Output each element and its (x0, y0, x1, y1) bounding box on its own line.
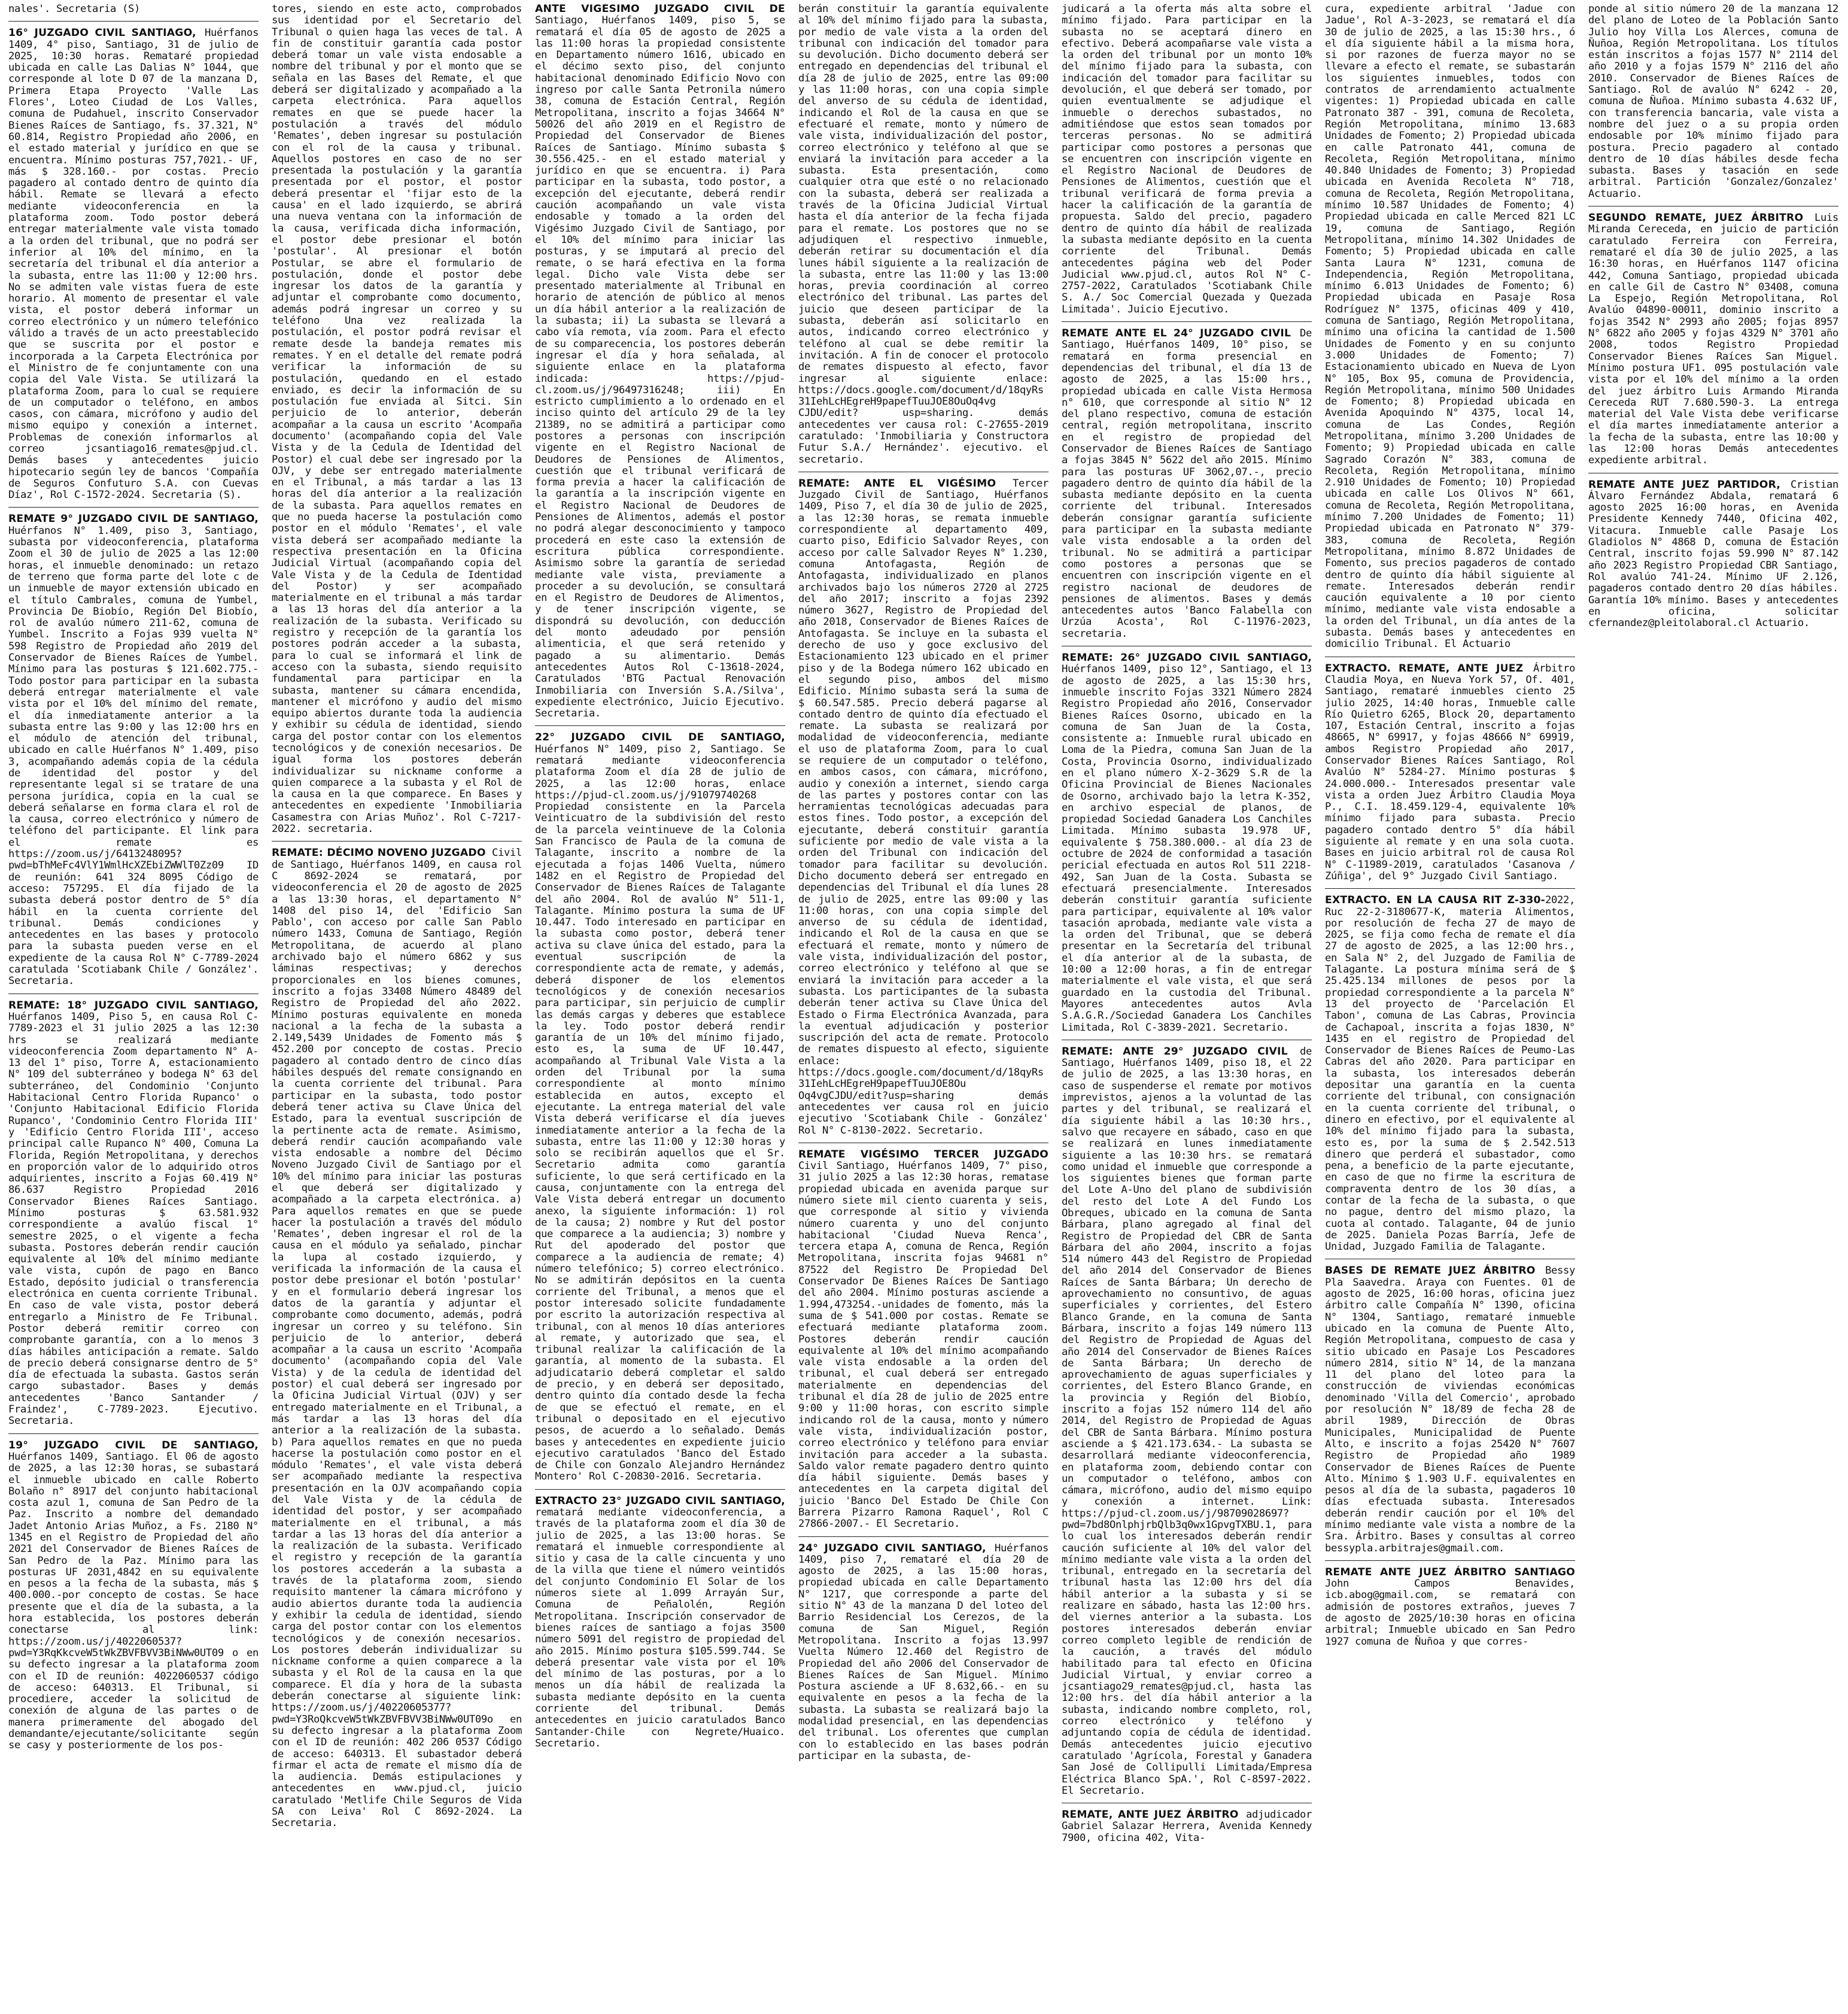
notice-body: ponde al sitio número 20 de la manzana 12 del plano de Loteo de la Población Santo Julio hoy Villa Los Alerces, comuna de Ñuñoa, Región Metropolitana. Los títulos están inscritos a fojas 1577 N° 2114 del año 2010 y a fojas 1579 N° 2116 del año 2010. Conservador de Bienes Raíces de Santiago. Rol de avalúo N° 6242 - 20, comuna de Ñuñoa. Mínimo subasta 4.632 UF, con transferencia bancaria, vale vista a nombre del juez o a su propia orden endosable por 10% mínimo fijado para postura. Precio pagadero al contado dentro de 10 días hábiles desde fecha subasta. Bases y tasación en sede arbitral. Partición 'Gonzalez/Gonzalez' Actuario. (1588, 4, 1838, 200)
legal-notice (1062, 1040, 1312, 1797)
notice-text (1325, 1265, 1575, 1554)
notice-text (1325, 663, 1575, 883)
legal-notice (8, 507, 259, 987)
legal-notice (272, 841, 522, 1829)
notice-text (798, 478, 1048, 1137)
column-1 (8, 4, 259, 2014)
notice-body: Civil de Santiago, Huérfanos 1409, en causa rol C 8692-2024 se rematará, por videoconferencia el 20 de agosto de 2025 a las 13:30 horas, el departamento N° 1408 del piso 14, del 'Edificio San Pablo', con acceso por calle San Pablo número 1433, Comuna de Santiago, Región Metropolitana, de acuerdo al plano archivado bajo el número 6862 y sus láminas respectivas; y derechos proporcionales en los bienes comunes, inscrito a fojas 33408 Número 48489 del Registro de Propiedad del año 2022. Mínimo posturas equivalente en moneda nacional a la fecha de la subasta a 2.149,5439 Unidades de Fomento más $ 452.200 por concepto de costas. Precio pagadero al contado dentro de cinco días hábiles después del remate consignando en la cuenta corriente del tribunal. Para participar en la subasta, todo postor deberá tener activa su Clave Única del Estado, para la eventual suscripción de la pertinente acta de remate. Asimismo, deberá rendir caución acompañando vale vista endosable a nombre del Décimo Noveno Juzgado Civil de Santiago por el 10% del mínimo para iniciar las posturas el que deberá ser digitalizado y acompañado a la carpeta electrónica. a) Para aquellos remates en que se puede hacer la postulación a través del módulo 'Remates', deben ingresar el rol de la causa en el módulo ya señalado, pinchar la lupa al costado izquierdo, y verificada la información de la causa el postor debe presionar el botón 'postular' y en el formulario deberá ingresar los datos de la garantía y adjuntar el comprobante como documento, además, podrá ingresar un correo y su teléfono. Sin perjuicio de lo anterior, deberá acompañar a la causa un escrito 'Acompaña documento' (acompañando copia del Vale Vista) y de la cedula de identidad del postor) el cual deberá ser ingresado por la Oficina Judicial Virtual (OJV) y ser entregado materialmente en el Tribunal, a más tardar a las 13 horas del día anterior a la realización de la subasta. b) Para aquellos remates en que no pueda hacerse la postulación como postor en el módulo 'Remates', el vale vista deberá ser acompañado mediante la respectiva presentación en la OJV acompañando copia del Vale Vista y de la cédula de identidad del postor, y ser acompañado materialmente en el tribunal, a más tardar a las 13 horas del día anterior a la realización de la subasta. Verificado el registro y recepción de la garantía los postores accederán a la subasta a través de la plataforma zoom, siendo requisito mantener la cámara micrófono y audio abiertos durante toda la audiencia y exhibir la cedula de identidad, siendo carga del postor contar con los elementos tecnológicos y de conexión necesarios. Los postores deberán individualizar su nickname conforme a quien comparece a la subasta y el Rol de la causa en la que comparece. El día y hora de la subasta deberán conectarse al siguiente link: https://zoom.us/j/40220605377?pwd=Y3RoQkcveW5tWkZBVFBVV3BiNWw0UT09o en su defecto ingresar a la plataforma Zoom con el ID de reunión: 402 206 0537 Código de acceso: 640313. El subastador deberá firmar el acta de remate el mismo día de la audiencia. Demás estipulaciones y antecedentes en www.pjud.cl, juicio caratulado 'Metlife Chile Seguros de Vida SA con Leiva' Rol C 8692-2024. La Secretaria. (272, 847, 522, 1830)
notice-body: Huérfanos 1409, Santiago. El 06 de agosto de 2025, a las 12:30 horas, se subastará el inmueble ubicado en calle Roberto Bolaño n° 8917 del conjunto habitacional costa azul 1, comuna de San Pedro de la Paz. Inscrito a nombre del demandado Jadet Antonio Arias Muñoz, a Fs. 2180 N° 1345 en el Registro de Propiedad del año 2021 del Conservador de Bienes Raíces de San Pedro de la Paz. Mínimo para las posturas UF 2031,4842 en su equivalente en pesos a la fecha de la subasta, más $ 400.000.-por concepto de costas. Se hace presente que el día de la subasta, a la hora establecida, los postores deberán conectarse al link: https://zoom.us/j/4022060537?pwd=Y3RqKkcveW5tWkZBVFBVV3BiNWw0UT09 o en su defecto ingresar a la plataforma zoom con el ID de reunión: 4022060537 código de acceso: 640313. El Tribunal, si procediere, acceder la solicitud de conexión de alguna de las partes o de manera primeramente del abogado del demandante/ejecutante/solicitante según se casy y posteriormente de los pos- (8, 1450, 259, 1752)
notice-body: nales'. Secretaria (S) (8, 4, 140, 15)
notice-body: Bessy Pla Saavedra. Araya con Fuentes. 01 de agosto de 2025, 16:00 horas, oficina juez árbitro calle Compañía N° 1390, oficina N° 1304, Santiago, remataré inmueble ubicado en la comuna de Puente Alto, Región Metropolitana, compuesto de casa y sitio ubicado en Pasaje Los Pescadores número 2814, sitio N° 14, de la manzana 11 del plano del loteo para la construcción de viviendas económicas denominado 'Villa del Comercio', aprobado por resolución N° 18/89 de fecha 28 de abril 1989, Dirección de Obras Municipales, Municipalidad de Puente Alto, e inscrito a fojas 25420 N° 7607 Registro de Propiedad año 1989 Conservador de Bienes Raíces de Puente Alto. Mínimo $ 1.903 U.F. equivalentes en pesos al día de la subasta, pagaderos 10 días efectuada subasta. Interesados deberán rendir caución por el 10% del mínimo mediante vale vista a nombre de la Sra. Árbitro. Bases y consultas al correo bessypla.arbitrajes@gmail.com. (1325, 1265, 1575, 1554)
notice-heading: SEGUNDO REMATE, JUEZ ÁRBITRO (1588, 212, 1804, 224)
notice-body: rematará mediante videoconferencia, a través de la plataforma zoom el día 30 de julio de 2025, a las 13:00 horas. Se rematará el inmueble correspondiente al sitio y casa de la calle cincuenta y uno de la villa que tiene el número veintidós del conjunto Condominio El Solar de los números siete al 1.099 Arrayán Sur, Comuna de Peñalolén, Región Metropolitana. Inscripción conservador de bienes raíces de santiago a fojas 3500 número 5091 del registro de propiedad del año 2015. Mínimo postura $105.599.744. Se deberá presentar vale vista por el 10% del mínimo de las posturas, por a lo menos un día hábil de realizada la subasta mediante depósito en la cuenta corriente del tribunal. Demás antecedentes en juicio caratulados Banco Santander-Chile con Negrete/Huaico. Secretario. (535, 1506, 785, 1749)
notice-text (8, 1000, 259, 1427)
legal-notice (8, 21, 259, 501)
notice-heading: EXTRACTO. EN LA CAUSA RIT Z-330- (1325, 894, 1545, 907)
notice-text (535, 4, 785, 719)
notice-body: Árbitro Claudia Moya, en Nueva York 57, Of. 401, Santiago, remataré inmuebles ciento 25 julio 2025, 14:40 horas, Inmueble calle Río Quietro 6265, Block 20, departamento 107, Estación Central, inscrito a fojas 48665, N° 69917, y fojas 48666 N° 69919, ambos Registro Propiedad año 2017, Conservador Bienes Raíces Santiago, Rol Avalúo N° 5284-27. Mínimo posturas $ 24.000.000.- Interesados presentar vale vista a orden Juez Árbitro Claudia Moya P., C.I. 18.459.129-4, equivalente 10% mínimo fijado para subasta. Precio pagadero contado dentro 5° día hábil siguiente al remate y en una sola cuota. Bases en juicio arbitral rol de causa Rol N° C-11989-2019, caratulados 'Casanova / Zúñiga', del 9° Juzgado Civil Santiago. (1325, 662, 1575, 882)
notice-body: judicará a la oferta más alta sobre el mínimo fijado. Para participar en la subasta no se aceptará dinero en efectivo. Deberá acompañarse vale vista a la orden del tribunal por un monto 10% del mínimo fijado para la subasta, con indicación del tomador para facilitar su devolución, el que deberá ser tomado, por quien eventualmente se adjudique el inmueble o derechos subastados, no admitiéndose que estos sean tomados por terceras personas. No se admitirá participar como postores a personas que se encuentren con inscripción vigente en el Registro Nacional de Deudores de Pensiones de Alimentos, cuestión que el tribunal verificará de forma previa a hacer la calificación de la garantía de propuesta. Saldo del precio, pagadero dentro de quinto día hábil de realizada la subasta mediante depósito en la cuenta corriente del Tribunal. Demás antecedentes página web del Poder Judicial www.pjud.cl, autos Rol N° C-2757-2022, Caratulados 'Scotiabank Chile S. A./ Soc Comercial Quezada y Quezada Limitada'. Juicio Ejecutivo. (1062, 4, 1312, 315)
legal-notice (8, 994, 259, 1427)
column-5 (1062, 4, 1312, 2014)
legal-notice (798, 1536, 1048, 1763)
legal-notice (798, 472, 1048, 1137)
notice-body: John Campos Benavides, icb.abog@gmail.com, se rematará con admisión de postores extraños, jueves 7 de agosto de 2025/10:30 horas en oficina arbitral; Inmueble ubicado en San Pedro 1927 comuna de Ñuñoa y que corres- (1325, 1578, 1575, 1648)
notice-heading: 16° JUZGADO CIVIL SANTIAGO, (8, 27, 196, 40)
notice-body: 2022, Ruc 22-2-3180677-K, materia Alimentos, por resolución de fecha 27 de mayo de 2025, se fija como fecha de remate el día 27 de agosto de 2025, a las 12:00 hrs., en Sala N° 2, del Juzgado de Familia de Talagante. La postura mínima será de $ 25.425.134 millones de pesos por la propiedad correspondiente a la parcela N° 13 del proyecto de 'Parcelación El Tabon', comuna de Las Cabras, Provincia de Cachapoal, inscrita a fojas 1830, N° 1435 en el registro de Propiedad del Conservador de Bienes Raíces de Peumo-Las Cabras del año 2020. Para participar en la subasta, los interesados deberán depositar una garantía en la cuenta corriente del tribunal, con consignación en la cuenta corriente del tribunal, o dinero en efectivo, por el equivalente al 10% del mínimo fijado para la subasta, esto es, por la suma de $ 2.542.513 dinero que perderá el subastador, como pena, a beneficio de la parte ejecutante, en caso de que no firme la escritura de compraventa dentro de los 30 días, a contar de la fecha de la subasta, o que no pague, dentro del mismo plazo, la cuota al contado. Talagante, 04 de junio de 2025. Daniela Pozas Barría, Jefe de Unidad, Juzgado Familia de Talagante. (1325, 894, 1575, 1253)
legal-notice (798, 1143, 1048, 1530)
notice-body: Tercer Juzgado Civil de Santiago, Huérfanos 1409, Piso 7, el día 30 de julio de 2025, a las 12:30 horas, se remata inmueble correspondiente al departamento 409, cuarto piso, Edificio Salvador Reyes, con acceso por calle Salvador Reyes N° 1.230, comuna Antofagasta, Región de Antofagasta, individualizado en planos archivados bajo los números 2720 al 2725 del año 2017; inscrito a fojas 2392 número 3627, Registro de Propiedad del año 2018, Conservador de Bienes Raíces de Antofagasta. Se incluye en la subasta el derecho de uso y goce exclusivo del Estacionamiento 123 ubicado en el primer piso y de la Bodega número 162 ubicado en el segundo piso, ambos del mismo Edificio. Mínimo subasta será la suma de $ 60.547.585. Precio deberá pagarse al contado dentro de quinto día efectuado el remate. La subasta se realizará por modalidad de videoconferencia, mediante el uso de plataforma Zoom, para lo cual se requiere de un computador o teléfono, en ambos casos, con cámara, micrófono, audio y conexión a internet, siendo carga de las partes y postores contar con las herramientas tecnológicas adecuadas para estos fines. Todo postor, a excepción del ejecutante, deberá constituir garantía suficiente por medio de vale vista a la orden del Tribunal con indicación del tomador para facilitar su devolución. Dicho documento deberá ser entregado en dependencias del Tribunal el día lunes 28 de julio de 2025, entre las 09:00 y las 11:00 horas, con una copia simple del anverso de su cédula de identidad, indicando el Rol de la causa en que se efectuará el remate, monto y número de vale vista, individualización del postor, correo electrónico y teléfono al que se enviará la invitación para acceder a la subasta. Los participantes de la subasta deberán tener activa su Clave Única del Estado o Firma Electrónica Avanzada, para la eventual adjudicación y posterior suscripción del acta de remate. Protocolo de remates dispuesto al efecto, siguiente enlace: https://docs.google.com/document/d/18qyRs31IehLcHEgreH9papefTuuJOE8Ou Oq4vgCJDU/edit?usp=sharing demás antecedentes ver causa rol en juicio ejecutivo 'Scotiabank Chile - González' Rol N° C-8130-2022. Secretario. (798, 477, 1048, 1137)
notice-body: Huérfanos N° 1.409, piso 3, Santiago, subasta por videoconferencia, plataforma Zoom el 30 de julio de 2025 a las 12:00 horas, el inmueble denominado: un retazo de terreno que forma parte del lote c de un inmueble de mayor extensión ubicado en el título Cambrales, comuna de Yumbel, Provincia De Biobío, Región Del Biobío, rol de avalúo número 211-62, comuna de Yumbel. Inscrito a Fojas 939 vuelta N° 598 Registro de Propiedad año 2019 del Conservador de Bienes Raíces de Yumbel. Mínimo para las posturas $ 121.602.775.- Todo postor para participar en la subasta deberá entregar materialmente el vale vista por el 10% del mínimo del remate, el día inmediatamente anterior a la subasta entre las 9:00 y las 12:00 hrs en el módulo de atención del tribunal, ubicado en calle Huérfanos N° 1.409, piso 3, acompañando además copia de la cédula de identidad del postor y del representante legal si se tratare de una persona jurídica, copia en la cual se deberá señalarse en forma clara el rol de la causa, correo electrónico y número de teléfono del participante. El link para el remate es https://zoom.us/j/6413248095?pwd=bThMeFc4VlY1WmlHcXZEbiZWWlT0Zz09 ID de reunión: 641 324 8095 Código de acceso: 757295. El día fijado de la subasta deberá postor dentro de 5° día hábil en la cuenta corriente del tribunal. Demás condiciones y antecedentes en las bases y protocolo para la subasta pueden verse en el expediente de la causa Rol N° C-7789-2024 caratulada 'Scotiabank Chile / González'. Secretaria. (8, 524, 259, 988)
notice-heading: EXTRACTO 23° JUZGADO CIVIL SANTIAGO, (535, 1494, 785, 1507)
column-3 (535, 4, 785, 2014)
notice-text (1325, 4, 1575, 651)
notice-body: Luis Miranda Cereceda, en juicio de partición caratulado Ferreira con Ferreira, remataré el día 30 de julio 2025, a las 16:30 horas, en Huérfanos 1147 oficina 442, Comuna Santiago, propiedad ubicada en calle Gil de Castro N° 03408, comuna La Espejo, Región Metropolitana, Rol Avalúo 04890-00011, dominio inscrito a fojas 3542 N° 2993 año 2005; fojas 8957 N° 6822 año 2005 y fojas 4329 N° 3701 año 2008, todos Registro Propiedad Conservador Bienes Raíces San Miguel. Mínimo postura UF1. 095 postulación vale vista por el 10% del mínimo a la orden del juez árbitro Luis Armando Miranda Cereceda RUT 7.680.590-3. La entrega material del Vale Vista debe verificarse el día martes inmediatamente anterior a la fecha de la subasta, entre las 10:00 y las 12:00 horas Demás antecedentes expediente arbitral. (1588, 212, 1838, 467)
notice-text (1062, 328, 1312, 640)
notice-text (8, 28, 259, 501)
notice-text (8, 1440, 259, 1752)
notice-heading: REMATE ANTE JUEZ PARTIDOR, (1588, 478, 1781, 491)
notice-heading: REMATE ANTE EL 24° JUZGADO CIVIL (1062, 327, 1291, 340)
legal-notice (1588, 473, 1838, 630)
legal-notice (1062, 1803, 1312, 1844)
notice-text (535, 732, 785, 1483)
notice-heading: REMATE: DÉCIMO NOVENO JUZGADO (272, 847, 486, 859)
column-7 (1588, 4, 1838, 2014)
legal-notice (8, 4, 259, 15)
notice-heading: 24° JUZGADO CIVIL SANTIAGO, (798, 1542, 986, 1554)
notice-text (8, 4, 259, 15)
notice-text (1325, 895, 1575, 1253)
notice-body: Cristian Álvaro Fernández Abdala, rematará 6 agosto 2025 16:00 horas, en Avenida Presidente Kennedy 7440, Oficina 402, Vitacura. Inmueble calle Pasaje Los Gladiolos N° 4868 D, comuna de Estación Central, inscrito fojas 59.990 N° 87.142 año 2023 Registro Propiedad CBR Santiago, Rol avalúo 741-24. Mínimo UF 2.126, pagaderos contado dentro 20 días hábiles. Garantía 10% mínimo. Bases y antecedentes en oficina, solicitar cfernandez@pleitolaboral.cl Actuario. (1588, 478, 1838, 630)
notice-body: berán constituir la garantía equivalente al 10% del mínimo fijado para la subasta, por medio de vale vista a la orden del tribunal con indicación del tomador para su devolución. Dicho documento deberá ser entregado en dependencias del tribunal el día 28 de julio de 2025, entre las 09:00 y las 11:00 horas, con una copia simple del anverso de su cédula de identidad, indicando el Rol de la causa en que se efectuaré el remate, monto y número de vale vista, individualización del postor, correo electrónico y teléfono al que se enviará la invitación para acceder a la subasta. Esta presentación, como cualquier otra que esté o no relacionado con la subasta, deberá ser realizada a través de la Oficina Judicial Virtual hasta el día anterior de la fecha fijada para el remate. Los postores que no se adjudiquen el respectivo inmueble, deberán retirar su documentación el día lunes hábil siguiente a la realización de la subasta, entre las 11:00 y las 13:00 horas, previa coordinación al correo electrónico del tribunal. Las partes del juicio que deseen participar de la subasta, deberán así solicitarlo en autos, indicando correo electrónico y teléfono al cual se debe remitir la invitación. A fin de conocer el protocolo de remates dispuesto al efecto, favor ingresar al siguiente enlace: https://docs.google.com/document/d/18qyRs31IehLcHEgreH9papefTuuJOE8OuOq4vg CJDU/edit? usp=sharing. demás antecedentes ver causa rol: C-27655-2019 caratulado: 'Inmobiliaria y Constructora Futur S.A./ Hernández'. ejecutivo. el secretario. (798, 4, 1048, 466)
notice-body: cura, expediente arbitral 'Jadue con Jadue', Rol A-3-2023, se rematará el día 30 de julio de 2025, a las 15:30 hrs., ó el día siguiente hábil a la misma hora, si por razones de fuerza mayor no se llevare a efecto el remate, se subastarán los siguientes inmuebles, todos con contratos de arrendamiento actualmente vigentes: 1) Propiedad ubicada en calle Patronato 387 - 391, comuna de Recoleta, Región Metropolitana, mínimo 13.683 Unidades de Fomento; 2) Propiedad ubicada en calle Patronato 441, comuna de Recoleta, Región Metropolitana, mínimo 40.840 Unidades de Fomento; 3) Propiedad ubicada en Avenida Recoleta N° 718, comuna de Recoleta, Región Metropolitana, mínimo 10.587 Unidades de Fomento; 4) Propiedad ubicada en calle Merced 821 LC 19, comuna de Santiago, Región Metropolitana, mínimo 14.302 Unidades de Fomento; 5) Propiedad ubicada en calle Santa Laura N° 1231, comuna de Independencia, Región Metropolitana, mínimo 6.013 Unidades de Fomento; 6) Propiedad ubicada en Pasaje Rosa Rodríguez N° 1375, oficinas 409 y 410, comuna de Santiago, Región Metropolitana, mínimo una oficina la cantidad de 1.500 Unidades de Fomento y en su conjunto 3.000 Unidades de Fomento; 7) Estacionamiento ubicado en Nueva de Lyon N° 105, Box 95, comuna de Providencia, Región Metropolitana, mínimo 500 Unidades de Fomento; 8) Propiedad ubicada en Avenida Apoquindo N° 4375, local 14, comuna de Las Condes, Región Metropolitana, mínimo 3.200 Unidades de Fomento; 9) Propiedad ubicada en calle Sagrado Corazón N° 383, comuna de Recoleta, Región Metropolitana, mínimo 2.910 Unidades de Fomento; 10) Propiedad ubicada en calle Los Olivos N° 661, comuna de Recoleta, Región Metropolitana, mínimo 7.200 Unidades de Fomento; 11) Propiedad ubicada en Patronato N° 379-383, comuna de Recoleta, Región Metropolitana, mínimo 8.872 Unidades de Fomento, sus precios pagaderos de contado dentro de quinto día hábil siguiente al remate. Interesados deberán rendir caución equivalente a 10 por ciento mínimo, mediante vale vista endosable a la orden del Tribunal, un día antes de la subasta. Demás bases y antecedentes en domicilio Tribunal. El Actuario (1325, 4, 1575, 651)
notice-heading: EXTRACTO. REMATE, ANTE JUEZ (1325, 662, 1524, 675)
legal-notice (535, 1489, 785, 1750)
notice-heading: REMATE ANTE JUEZ ÁRBITRO SANTIAGO (1325, 1566, 1575, 1578)
notice-text (1062, 1046, 1312, 1797)
legal-notice (1325, 1560, 1575, 1648)
notice-body: Santiago, Huérfanos 1409, piso 5, se rematará el día 05 de agosto de 2025 a las 11:00 horas la propiedad consistente en Departamento número 1616, ubicado en el décimo sexto piso, del conjunto habitacional denominado Edificio Novo con ingreso por calle Santa Petronila número 38, comuna de Estación Central, Región Metropolitana, inscrito a fojas 34664 N° 50026 del año 2019 en el Registro de Propiedad del Conservador de Bienes Raíces de Santiago. Mínimo subasta $ 30.556.425.- en el estado material y jurídico en que se encuentra. i) Para participar en la subasta, todo postor, a excepción del ejecutante, deberá rendir caución acompañando un vale vista endosable y tomado a la orden del Vigésimo Juzgado Civil de Santiago, por el 10% del mínimo para iniciar las posturas, y se imputará al precio del remate, o se hará efectiva en la forma legal. Dicho vale Vista debe ser presentado materialmente al Tribunal en horario de atención de público al menos un día hábil anterior a la realización de la subasta; ii) La subasta se llevará a cabo vía remota, vía zoom. Para el efecto de su comparecencia, los postores deberán ingresar el día y hora señalada, al siguiente enlace en la plataforma indicada: https://pjud-cl.zoom.us/j/96497316248; iii) En estricto cumplimiento a lo ordenado en el inciso quinto del artículo 29 de la ley 21389, no se admitirá a participar como postores a personas con inscripción vigente en el Registro Nacional de Deudores de Pensiones de Alimentos, cuestión que el tribunal verificará de forma previa a hacer la calificación de la garantía a la inscripción vigente en el Registro Nacional de Deudores de Pensiones de Alimentos, además el postor no podrá alegar desconocimiento y tampoco procederá en este caso la extensión de escritura pública correspondiente. Asimismo sobre la garantía de seriedad mediante vale vista, previamente a proceder a su devolución, se consultará en el Registro de Deudores de Alimentos, y de tener inscripción vigente, se dispondrá su devolución, con deducción del monto adeudado por pensión alimenticia, el que será retenido y pagado a su alimentario. Demás antecedentes Autos Rol C-13618-2024, Caratulados 'BTG Pactual Renovación Inmobiliaria con Inversión S.A./Silva', expediente electrónico, Juicio Ejecutivo. Secretaria. (535, 14, 785, 720)
notice-heading: REMATE: ANTE EL VIGÉSIMO (798, 477, 996, 490)
notice-heading: REMATE VIGÉSIMO TERCER JUZGADO (798, 1148, 1048, 1161)
notice-body: tores, siendo en este acto, comprobados sus identidad por el Secretario del Tribunal o quien haga las veces de tal. A fin de constituir garantía cada postor deberá tomar un vale vista endosable a nombre del tribunal y por el monto que se señala en las Bases del Remate, el que deberá ser digitalizado y acompañado a la carpeta electrónica. Para aquellos remates en que se puede hacer la postulación a través del módulo 'Remates', deben ingresar su postulación con el rol de la causa y tribunal. Aquellos postores en caso de no ser presentada la postulación y la garantía presentada por el postor, el postor deberá presentar el 'fijar esto de la causa' en el lado izquierdo, se abrirá una nueva ventana con la información de la causa, verificada dicha información, el postor debe presionar el botón 'postular'. Al presionar el botón Postular, se abre el formulario de postulación, donde el postor debe ingresar los datos de la garantía y adjuntar el comprobante como documento, además podrá ingresar un correo y su teléfono Una vez realizada la postulación, el postor podrá revisar el remate desde la bandeja remates mis remates. Y en el detalle del remate podrá verificar la información de su postulación, quedando en el estado enviado, es decir la información de su postulación fue enviada al Sitci. Sin perjuicio de lo anterior, deberán acompañar a la causa un escrito 'Acompaña documento' (acompañando copia del Vale Vista y de la Cedula de Identidad del Postor) el cual debe ser ingresado por la OJV, y debe ser entregado materialmente en el Tribunal, a más tardar a las 13 horas del día anterior a la realización de la subasta. Para aquellos remates en que no pueda hacerse la postulación como postor en el módulo 'Remates', el vale vista deberá ser acompañado mediante la respectiva presentación en la Oficina Judicial Virtual (acompañando copia del Vale Vista y de la Cedula de Identidad del Postor) y ser acompañado materialmente en el tribunal a más tardar a las 13 horas del día anterior a la realización de la subasta. Verificado su registro y recepción de la garantía los postores podrán acceder a la subasta, para lo cual se informará el link de acceso con la subasta, siendo requisito fundamental para participar en la subasta, mantener su cámara encendida, mantener el micrófono y audio del mismo equipo abiertos durante toda la audiencia y exhibir su cédula de identidad, siendo carga del postor contar con los elementos tecnológicos y de conexión necesarios. De igual forma los postores deberán individualizar su nickname conforme a quien comparece a la subasta y el Rol de la causa en la que comparece. En Bases y antecedentes en expediente 'Inmobiliaria Casamestra con Arias Muñoz'. Rol C-7217-2022. secretaria. (272, 4, 522, 836)
notice-heading: REMATE, ANTE JUEZ ÁRBITRO (1062, 1809, 1239, 1821)
notice-heading: ANTE VIGÉSIMO JUZGADO CIVIL DE (535, 4, 785, 15)
legal-notice (1588, 206, 1838, 467)
notice-body: Huérfanos 1409, piso 7, remataré el día 20 de agosto de 2025, a las 15:00 horas, propiedad ubicada en calle Departamento N° 1217, que corresponde a parte del sitio N° 43 de la manzana D del loteo del Barrio Residencial Los Cerezos, de la comuna de San Miguel, Región Metropolitana. Inscrito a fojas 13.997 Vuelta Número 12.460 del Registro de Propiedad del año 2006 del Conservador de Bienes Raíces de San Miguel. Mínimo Postura asciende a UF 8.632,66.- en su equivalente en pesos a la fecha de la subasta. La subasta se realizará bajo la modalidad presencial, en las dependencias del tribunal. Los oferentes que cumplan con lo establecido en las bases podrán participar en la subasta, de- (798, 1542, 1048, 1762)
legal-notice (8, 1433, 259, 1752)
notice-body: adjudicador Gabriel Salazar Herrera, Avenida Kennedy 7900, oficina 402, Vita- (1062, 1809, 1312, 1844)
notice-body: Huérfanos 1409, piso 12°, Santiago, el 13 de agosto de 2025, a las 15:30 hrs, inmueble inscrito Fojas 3321 Número 2824 Registro Propiedad año 2016, Conservador Bienes Raíces Osorno, ubicado en la comuna de San Juan de la Costa, consistente a: Inmueble rural ubicado en Loma de la Piedra, comuna San Juan de la Costa, Provincia Osorno, individualizado en el plano número X-2-3629 S.R de la Oficina Provincial de Bienes Nacionales de Osorno, archivado bajo la letra K-352, en archivo especial de planos, de propiedad Sociedad Ganadera Los Canchiles Limitada. Mínimo subasta 19.978 UF, equivalente $ 758.380.000.- al día 23 de octubre de 2024 de conformidad a tasación pericial efectuada en autos Rol 511 2218-492, San Juan de la Costa. Subasta se efectuará presencialmente. Interesados deberán constituir garantía suficiente para participar, equivalente al 10% valor tasación aprobada, mediante vale vista a la orden del Tribunal, que se deberá presentar en la Secretaría del tribunal el día anterior al de la subasta, de 10:00 a 12:00 horas, a fin de entregar materialmente el vale vista, el que será guardado en la custodia del Tribunal. Mayores antecedentes autos Avla S.A.G.R./Sociedad Ganadera Los Canchiles Limitada, Rol C-3839-2021. Secretario. (1062, 663, 1312, 1034)
notice-text (798, 1543, 1048, 1763)
notice-heading: REMATE: 26° JUZGADO CIVIL SANTIAGO, (1062, 652, 1312, 664)
notice-body: Huérfanos 1409, 4° piso, Santiago, 31 de julio de 2025, 10:30 horas. Remataré propiedad ubicada en calle Las Dalias N° 1044, que corresponde al lote D 07 de la manzana D, Primera Etapa Proyecto 'Valle Las Flores', Loteo Ciudad de Los Valles, comuna de Pudahuel, inscrito Conservador Bienes Raíces de Santiago, fs. 37.321, N° 60.814, Registro Propiedad año 2006, en el estado material y jurídico en que se encuentra. Mínimo posturas 757,7021.- UF, más $ 328.160.- por costas. Precio pagadero al contado dentro de quinto día hábil. Remate se llevará a efecto mediante videoconferencia en la plataforma zoom. Todo postor deberá entregar materialmente vale vista tomado a la orden del tribunal, que no podrá ser inferior al 10% del mínimo, en la secretaría del tribunal el día anterior a la subasta, entre las 11:00 y 12:00 hrs. No se admiten vale vistas fuera de este horario. Al momento de presentar el vale vista, el postor deberá informar un correo electrónico y un número telefónico válido a través de un acto preestablecido que se suscrita por el postor e incorporada a la Carpeta Electrónica por el Ministro de fe conjuntamente con una copia del Vale Vista. Se utilizará la plataforma Zoom, para lo cual se requiere de un computador o teléfono, en ambos casos, con cámara, micrófono y audio del mismo equipo y conexión a internet. Problemas de conexión informarlos al correo jcsantiago16_remates@pjud.cl. Demás bases y antecedentes juicio hipotecario según ley de bancos 'Compañía de Seguros Confuturo S.A. con Cuevas Díaz', Rol C-1572-2024. Secretaria (S). (8, 27, 259, 502)
legal-notice (1062, 321, 1312, 640)
legal-notice (1062, 646, 1312, 1034)
notice-text (272, 4, 522, 835)
column-2 (272, 4, 522, 2014)
legal-notice (535, 725, 785, 1483)
legal-notice (1325, 888, 1575, 1253)
legal-notice (1062, 4, 1312, 315)
legal-notice (1325, 1259, 1575, 1554)
notice-body: de Santiago, Huérfanos 1409, piso 18, el 22 de julio de 2025, a las 13:30 horas, en caso de suspenderse el remate por motivos imprevistos, ajenos a la voluntad de las partes y del tribunal, se realizará el día siguiente hábil a las 10:30 hrs., salvo que recayere en sábado, caso en que se realizará en lunes inmediatamente siguiente a las 10:30 hrs. se rematará como unidad el inmueble que corresponde a los siguientes bienes que forman parte del Lote A-Uno del plano de subdivisión del resto del Lote A del Fundo Los Obreques, ubicado en la comuna de Santa Bárbara, plano agregado al final del Registro de Propiedad del CBR de Santa Bárbara del año 2004, inscrito a fojas 514 número 443 del Registro de Propiedad del año 2014 del Conservador de Bienes Raíces de Santa Bárbara; Un derecho de aprovechamiento no consuntivo, de aguas superficiales y corrientes, del Estero Blanco Grande, en la comuna de Santa Bárbara, inscrito a fojas 149 número 113 del Registro de Propiedad de Aguas del año 2014 del Conservador de Bienes Raíces de Santa Bárbara; Un derecho de aprovechamiento de aguas superficiales y corrientes, del Estero Blanco Grande, en la provincia y Región del Biobío, inscrito a fojas 152 número 114 del año 2014, del Registro de Propiedad de Aguas del CBR de Santa Bárbara. Mínimo postura asciende a $ 421.173.634.- La subasta se desarrollará mediante videoconferencia, en plataforma zoom, debiendo contar con un computador o teléfono, ambos con cámara, micrófono, audio del mismo equipo y conexión a internet. Link: https://pjud-cl.zoom.us/j/98709028697?pwd=7bd8OnlphjrbQlb3q0wx1GpvgTXBU.1, para lo cual los interesados deberán rendir caución suficiente al 10% del valor del mínimo mediante vale vista a la orden del tribunal, entregado en la secretaría del tribunal hasta las 12:00 hrs del día hábil anterior a la subasta y si se realizare en sábado, hasta las 12:00 hrs. del viernes anterior a la subasta. Los postores interesados deberán enviar correo completo legible de rendición de la caución, a través del módulo habilitado para tal efecto en Oficina Judicial Virtual, y enviar correo a jcsantiago29_remates@pjud.cl, hasta las 12:00 hrs. del día hábil anterior a la subasta, indicando nombre completo, rol, correo electrónico y teléfono y adjuntando copia de cédula de identidad. Demás antecedentes juicio ejecutivo caratulado 'Agrícola, Forestal y Ganadera San José de Collipulli Limitada/Empresa Eléctrica Blanco SpA.', Rol C-8597-2022. El Secretario. (1062, 1045, 1312, 1797)
notice-text (798, 4, 1048, 466)
notice-text (1588, 4, 1838, 200)
notice-text (272, 847, 522, 1829)
notice-body: De Santiago, Huérfanos 1409, 10° piso, se rematará en forma presencial en dependencias del tribunal, el día 13 de agosto de 2025, a las 15:00 hrs., propiedad ubicada en calle Vista Hermosa n° 610, que corresponde al sitio N° 12 del plano respectivo, comuna de estación central, región metropolitana, inscrito en el registro de propiedad del Conservador de Bienes Raíces de Santiago a fojas 3845 N° 5622 del año 2015. Mínimo para las posturas UF 3062,07.-, precio pagadero dentro de quinto día hábil de la subasta mediante depósito en la cuenta corriente del tribunal. Interesados deberán consignar garantía suficiente para participar en la subasta mediante vale vista endosable a la orden del tribunal. No se admitirá a participar como postores a personas que se encuentren con inscripción vigente en el registro nacional de deudores de pensiones de alimentos. Bases y demás antecedentes autos 'Banco Falabella con Urzúa Acosta', Rol C-11976-2023, secretaria. (1062, 327, 1312, 640)
notice-body: Huérfanos 1409, Piso 5, en causa Rol C-7789-2023 el 31 julio 2025 a las 12:30 hrs se realizará mediante videoconferencia Zoom departamento N° A-13 del 1° piso, Torre A, estacionamiento N° 109 del subterráneo y bodega N° 63 del subterráneo, del Condominio 'Conjunto Habitacional Centro Florida Rupanco' o 'Conjunto Habitacional Edificio Florida Rupanco', 'Condominio Centro Florida III' y 'Edificio Centro Florida III', acceso principal calle Rupanco N° 400, Comuna La Florida, Región Metropolitana, y derechos en proporción valor de lo adquirido otros adquirientes, inscrito a Fojas 60.419 N° 86.637 Registro Propiedad 2016 Conservador Bienes Raíces Santiago. Mínimo posturas $ 63.581.932 correspondiente a avalúo fiscal 1° semestre 2025, o el vigente a fecha subasta. Postores deberán rendir caución equivalente al 10% del mínimo mediante vale vista, cupón de pago en Banco Estado, depósito judicial o transferencia electrónica en cuenta corriente Tribunal. En caso de vale vista, postor deberá entregarlo a Ministro de Fe Tribunal. Postor deberá remitir correo con comprobante garantía, con a lo menos 3 días hábiles anticipación a remate. Saldo de precio deberá consignarse dentro de 5° día de efectuada la subasta. Gastos serán cargo subastador. Bases y demás antecedentes 'Banco Santander / Fraindez', C-7789-2023. Ejecutivo. Secretaria. (8, 1010, 259, 1427)
notice-text (1588, 479, 1838, 630)
notice-heading: REMATE: 18° JUZGADO CIVIL SANTIAGO, (8, 999, 259, 1011)
legal-notice (1325, 4, 1575, 651)
notice-body: Huérfanos N° 1409, piso 2, Santiago. Se rematará mediante videoconferencia plataforma Zoom el día 28 de julio de 2025, a las 12:00 horas, enlace https://pjud-cl.zoom.us/j/91079740268 Propiedad consistente en la Parcela Veinticuatro de la subdivisión del resto de la parcela veintinueve de la Colonia San Francisco de Paula de la comuna de Talagante, inscrito a nombre de la ejecutada a fojas 1406 Vuelta, número 1482 en el Registro de Propiedad del Conservador de Bienes Raíces de Talagante del año 2004. Rol de avalúo N° 511-1, Talagante. Mínimo postura la suma de UF 10.447. Todo interesado en participar en la subasta como postor, deberá tener activa su clave única del estado, para la eventual suscripción de la correspondiente acta de remate, y además, deberá disponer de los elementos tecnológicos y de conexión necesarios para participar, sin perjuicio de cumplir las demás cargas y deberes que establece la ley. Todo postor deberá rendir garantía de un 10% del mínimo fijado, esto es, la suma de UF 10.447, acompañando al Tribunal Vale Vista a la orden del Tribunal por la suma correspondiente al monto mínimo establecida en autos, excepto el ejecutante. La entrega material del vale Vista deberá verificarse el día jueves inmediatamente anterior a la fecha de la subasta, entre las 11:00 y 12:30 horas y solo se recibirán aquellos que el Sr. Secretario admita como garantía suficiente, lo que será certificado en la causa, conjuntamente con la entrega del Vale Vista deberá entregar un documento anexo, la siguiente información: 1) rol de la causa; 2) nombre y Rut del postor que comparece a la audiencia; 3) nombre y Rut del apoderado del postor que comparece a la audiencia de remate; 4) número telefónico; 5) correo electrónico. No se admitirán depósitos en la cuenta corriente del Tribunal, a menos que el postor interesado solicite fundadamente por escrito la autorización respectiva al tribunal, con al menos 10 días anteriores al remate, y autorizado que sea, el tribunal realizar la calificación de la garantía, al momento de la subasta. El adjudicatario deberá completar el saldo de precio, y en deberá ser depositado, dentro quinto día contado desde la fecha de que se efectuó el remate, en el tribunal o depositado en el ejecutivo pesos, de acuerdo a lo señalado. Demás bases y antecedentes en expediente juicio ejecutivo caratulados 'Banco del Estado de Chile con Gonzalo Alejandro Hernández Montero' Rol C-20830-2016. Secretaria. (535, 743, 785, 1483)
notice-text (1062, 652, 1312, 1034)
notice-heading: REMATE 9° JUZGADO CIVIL DE SANTIAGO, (8, 513, 259, 525)
notice-text (798, 1149, 1048, 1530)
column-6 (1325, 4, 1575, 2014)
legal-notice (1325, 657, 1575, 883)
notice-text (1062, 1809, 1312, 1844)
notice-text (1325, 1567, 1575, 1648)
notice-text (1588, 212, 1838, 467)
notice-heading: BASES DE REMATE JUEZ ÁRBITRO (1325, 1265, 1536, 1277)
legal-notice (272, 4, 522, 835)
column-4 (798, 4, 1048, 2014)
notice-heading: 22° JUZGADO CIVIL DE SANTIAGO, (535, 731, 785, 744)
notice-text (535, 1496, 785, 1750)
notice-body: Civil Santiago, Huérfanos 1409, 7° piso, 31 julio 2025 a las 12:30 horas, rematase propiedad ubicada en avenida parque sur número siete mil ciento cuarenta y seis, que corresponde al sitio y vivienda número cuarenta y uno del conjunto habitacional 'Ciudad Nueva Renca', tercera etapa A, comuna de Renca, Región Metropolitana, inscrita fojas 94681 n° 87522 del Registro De Propiedad Del Conservador De Bienes Raíces De Santiago del año 2004. Mínimo posturas asciende a 1.994,473254.-unidades de fomento, más la suma de $ 541.000 por costas. Remate se efectuará mediante plataforma zoom. Postores deberán rendir caución equivalente al 10% del mínimo acompañando vale vista endosable a la orden del tribunal, el cual deberá ser entregado materialmente en dependencias del tribunal el día 28 de julio de 2025 entre 9:00 y 11:00 horas, con escrito simple indicando rol de la causa, monto y número vale vista, individualización postor, correo electrónico y teléfono para enviar invitación para acceder a la subasta. Saldo valor remate pagadero dentro quinto día hábil siguiente. Demás bases y antecedentes en la carpeta digital del juicio 'Banco Del Estado De Chile Con Barrera Pizarro Ramona Raquel', Rol C 27866-2007.- El Secretario. (798, 1160, 1048, 1530)
legal-notice (798, 4, 1048, 466)
notice-heading: 19° JUZGADO CIVIL DE SANTIAGO, (8, 1439, 259, 1451)
legal-notice (1588, 4, 1838, 200)
notice-text (8, 514, 259, 987)
notice-text (1062, 4, 1312, 315)
notice-heading: REMATE: ANTE 29° JUZGADO CIVIL (1062, 1045, 1288, 1058)
legal-notice (535, 4, 785, 719)
